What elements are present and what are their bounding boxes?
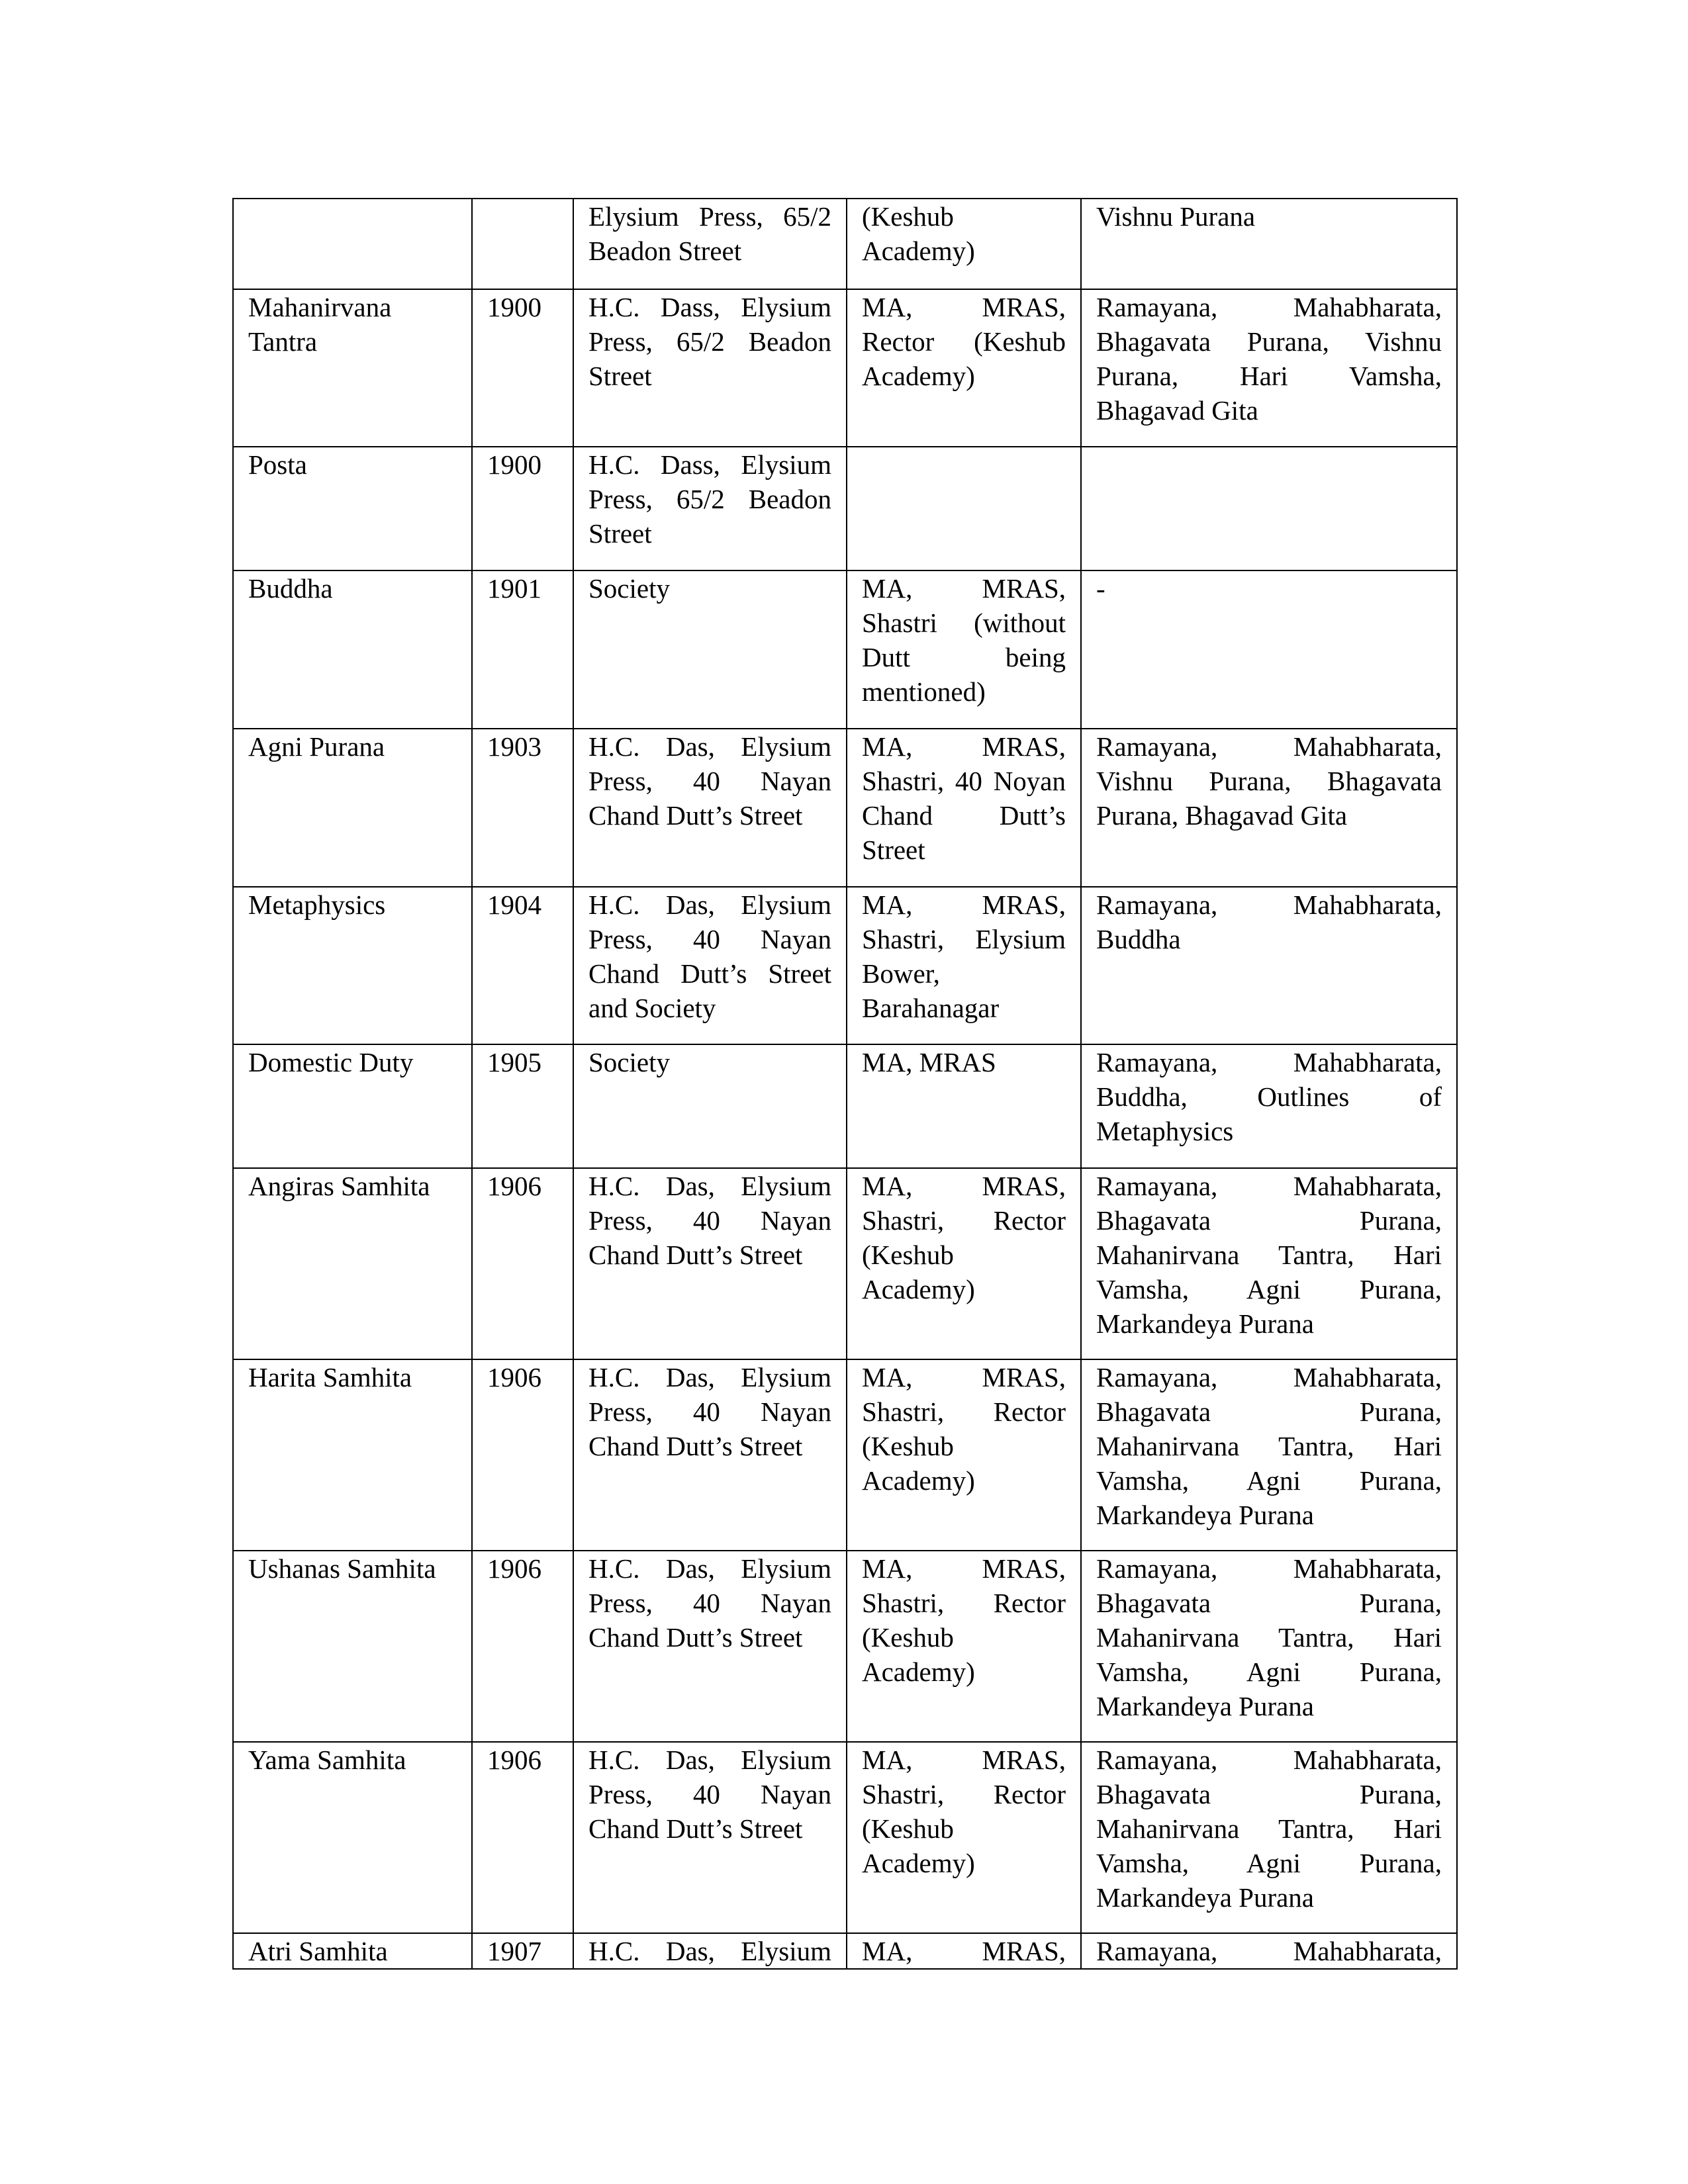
- table-row: [233, 1359, 1457, 1551]
- title-cell: Agni Purana: [233, 729, 472, 887]
- credentials-cell: MA, MRAS, Rector (Keshub Academy): [847, 289, 1081, 447]
- title-cell: Ushanas Samhita: [233, 1551, 472, 1742]
- publisher-cell: H.C. Das, Elysium Press, 40 Nayan Chand Dutt’s Street and Society: [573, 887, 847, 1044]
- credentials-cell: MA, MRAS, Shastri, Rector (Keshub Academy): [847, 1168, 1081, 1359]
- year-cell: 1906: [472, 1742, 573, 1933]
- title-cell: Angiras Samhita: [233, 1168, 472, 1359]
- credentials-cell: (Keshub Academy): [847, 199, 1081, 289]
- publications-table: [232, 198, 1458, 1970]
- table-row: [233, 199, 1457, 289]
- table-row: [233, 447, 1457, 570]
- table-row: [233, 1742, 1457, 1933]
- year-cell: 1904: [472, 887, 573, 1044]
- table-row: [233, 887, 1457, 1044]
- title-cell: Mahanirvana Tantra: [233, 289, 472, 447]
- publisher-cell: H.C. Das, Elysium Press, 40 Nayan Chand Dutt’s Street: [573, 1742, 847, 1933]
- referenced-works-cell: Ramayana, Mahabharata, Bhagavata Purana, Mahanirvana Tantra, Hari Vamsha, Agni Purana, Markandeya Purana: [1081, 1551, 1457, 1742]
- publisher-cell: H.C. Dass, Elysium Press, 65/2 Beadon Street: [573, 447, 847, 570]
- credentials-cell: MA, MRAS, Shastri, Rector (Keshub Academy): [847, 1551, 1081, 1742]
- referenced-works-cell: Ramayana, Mahabharata, Bhagavata Purana, Mahanirvana Tantra, Hari Vamsha, Agni Purana, Markandeya Purana: [1081, 1359, 1457, 1551]
- table-row: [233, 1551, 1457, 1742]
- credentials-cell: MA, MRAS, Shastri, Rector (Keshub Academy): [847, 1742, 1081, 1933]
- publisher-cell: H.C. Das, Elysium Press, 40 Nayan Chand Dutt’s Street: [573, 1168, 847, 1359]
- title-cell: Atri Samhita: [233, 1933, 472, 1969]
- referenced-works-cell: Ramayana, Mahabharata, Buddha, Outlines of Metaphysics: [1081, 1044, 1457, 1168]
- referenced-works-cell: Vishnu Purana: [1081, 199, 1457, 289]
- title-cell: Posta: [233, 447, 472, 570]
- title-cell: Buddha: [233, 570, 472, 729]
- publisher-cell: H.C. Dass, Elysium Press, 65/2 Beadon Street: [573, 289, 847, 447]
- publisher-cell: H.C. Das, Elysium: [573, 1933, 847, 1969]
- publisher-cell: Society: [573, 1044, 847, 1168]
- credentials-cell: MA, MRAS, Shastri (without Dutt being mentioned): [847, 570, 1081, 729]
- table-row: [233, 289, 1457, 447]
- year-cell: 1903: [472, 729, 573, 887]
- year-cell: 1900: [472, 447, 573, 570]
- publisher-cell: Elysium Press, 65/2 Beadon Street: [573, 199, 847, 289]
- referenced-works-cell: -: [1081, 570, 1457, 729]
- table-row: [233, 1168, 1457, 1359]
- referenced-works-cell: Ramayana, Mahabharata, Bhagavata Purana, Mahanirvana Tantra, Hari Vamsha, Agni Purana, Markandeya Purana: [1081, 1742, 1457, 1933]
- year-cell: 1901: [472, 570, 573, 729]
- publisher-cell: H.C. Das, Elysium Press, 40 Nayan Chand Dutt’s Street: [573, 1359, 847, 1551]
- referenced-works-cell: Ramayana, Mahabharata, Bhagavata Purana, Vishnu Purana, Hari Vamsha, Bhagavad Gita: [1081, 289, 1457, 447]
- referenced-works-cell: Ramayana, Mahabharata, Buddha: [1081, 887, 1457, 1044]
- title-cell: Yama Samhita: [233, 1742, 472, 1933]
- credentials-cell: [847, 447, 1081, 570]
- title-cell: Domestic Duty: [233, 1044, 472, 1168]
- referenced-works-cell: Ramayana, Mahabharata,: [1081, 1933, 1457, 1969]
- referenced-works-cell: Ramayana, Mahabharata, Vishnu Purana, Bhagavata Purana, Bhagavad Gita: [1081, 729, 1457, 887]
- publisher-cell: H.C. Das, Elysium Press, 40 Nayan Chand Dutt’s Street: [573, 1551, 847, 1742]
- table-row: [233, 1044, 1457, 1168]
- year-cell: 1906: [472, 1359, 573, 1551]
- year-cell: 1905: [472, 1044, 573, 1168]
- credentials-cell: MA, MRAS, Shastri, 40 Noyan Chand Dutt’s Street: [847, 729, 1081, 887]
- title-cell: Harita Samhita: [233, 1359, 472, 1551]
- publisher-cell: Society: [573, 570, 847, 729]
- publisher-cell: H.C. Das, Elysium Press, 40 Nayan Chand Dutt’s Street: [573, 729, 847, 887]
- title-cell: Metaphysics: [233, 887, 472, 1044]
- year-cell: 1906: [472, 1551, 573, 1742]
- credentials-cell: MA, MRAS, Shastri, Rector (Keshub Academy): [847, 1359, 1081, 1551]
- referenced-works-cell: Ramayana, Mahabharata, Bhagavata Purana, Mahanirvana Tantra, Hari Vamsha, Agni Purana, Markandeya Purana: [1081, 1168, 1457, 1359]
- title-cell: [233, 199, 472, 289]
- year-cell: 1906: [472, 1168, 573, 1359]
- table-row: [233, 570, 1457, 729]
- year-cell: 1907: [472, 1933, 573, 1969]
- referenced-works-cell: [1081, 447, 1457, 570]
- table-row: [233, 729, 1457, 887]
- year-cell: 1900: [472, 289, 573, 447]
- credentials-cell: MA, MRAS, Shastri, Elysium Bower, Barahanagar: [847, 887, 1081, 1044]
- credentials-cell: MA, MRAS,: [847, 1933, 1081, 1969]
- credentials-cell: MA, MRAS: [847, 1044, 1081, 1168]
- year-cell: [472, 199, 573, 289]
- table-row: [233, 1933, 1457, 1969]
